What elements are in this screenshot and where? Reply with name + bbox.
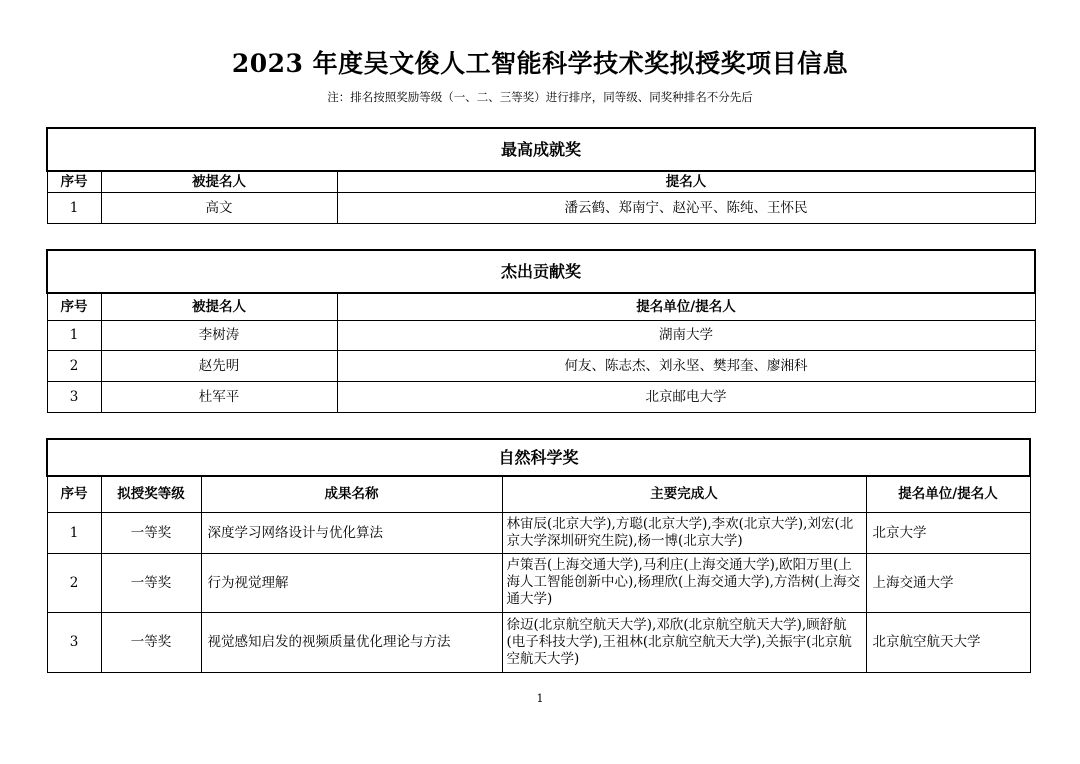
- document-title: 2023 年度吴文俊人工智能科学技术奖拟授奖项目信息: [231, 49, 849, 78]
- row-nominee: 李树涛: [101, 320, 337, 350]
- row-award-level: 一等奖: [101, 612, 201, 672]
- column-header-nominator: 提名单位/提名人: [337, 293, 1035, 320]
- row-nominator: 湖南大学: [337, 320, 1035, 350]
- row-no: 3: [47, 381, 101, 412]
- column-header-award-level: 拟授奖等级: [101, 476, 201, 512]
- row-no: 2: [47, 350, 101, 381]
- column-header-nominee: 被提名人: [101, 171, 337, 192]
- row-nominator: 何友、陈志杰、刘永坚、樊邦奎、廖湘科: [337, 350, 1035, 381]
- row-project-name: 视觉感知启发的视频质量优化理论与方法: [201, 612, 502, 672]
- ranking-note: 注：排名按照奖励等级（一、二、三等奖）进行排序，同等级、同奖种排名不分先后: [327, 90, 753, 104]
- column-header-main-contributors: 主要完成人: [502, 476, 866, 512]
- table-row: [47, 350, 1035, 381]
- row-nominee: 高文: [101, 192, 337, 223]
- row-project-name: 深度学习网络设计与优化算法: [201, 512, 502, 553]
- row-no: 1: [47, 512, 101, 553]
- row-nominator: 北京航空航天大学: [866, 612, 1030, 672]
- page-number: 1: [536, 692, 544, 705]
- table-row: [47, 320, 1035, 350]
- row-main-contributors: 林宙辰(北京大学),方聪(北京大学),李欢(北京大学),刘宏(北京大学深圳研究生院),杨一博(北京大学): [502, 512, 866, 553]
- highest-achievement-award-table: [46, 127, 1036, 224]
- row-no: 3: [47, 612, 101, 672]
- row-nominee: 赵先明: [101, 350, 337, 381]
- row-award-level: 一等奖: [101, 553, 201, 612]
- row-nominator: 北京大学: [866, 512, 1030, 553]
- row-no: 1: [47, 192, 101, 223]
- outstanding-contribution-award-table: [46, 249, 1036, 413]
- row-nominator: 上海交通大学: [866, 553, 1030, 612]
- column-header-nominator: 提名人: [337, 171, 1035, 192]
- row-nominee: 杜军平: [101, 381, 337, 412]
- section-banner-highest-achievement: 最高成就奖: [47, 128, 1035, 171]
- table-row: [47, 553, 1030, 612]
- row-project-name: 行为视觉理解: [201, 553, 502, 612]
- column-header-nominee: 被提名人: [101, 293, 337, 320]
- column-header-no: 序号: [47, 171, 101, 192]
- row-no: 1: [47, 320, 101, 350]
- column-header-nominator: 提名单位/提名人: [866, 476, 1030, 512]
- row-main-contributors: 卢策吾(上海交通大学),马利庄(上海交通大学),欧阳万里(上海人工智能创新中心),杨理欣(上海交通大学),方浩树(上海交通大学): [502, 553, 866, 612]
- table-row: [47, 612, 1030, 672]
- row-nominator: 北京邮电大学: [337, 381, 1035, 412]
- row-no: 2: [47, 553, 101, 612]
- row-nominator: 潘云鹤、郑南宁、赵沁平、陈纯、王怀民: [337, 192, 1035, 223]
- column-header-no: 序号: [47, 476, 101, 512]
- column-header-no: 序号: [47, 293, 101, 320]
- column-header-project-name: 成果名称: [201, 476, 502, 512]
- table-row: [47, 512, 1030, 553]
- section-banner-natural-science: 自然科学奖: [47, 439, 1030, 476]
- section-banner-outstanding-contribution: 杰出贡献奖: [47, 250, 1035, 293]
- row-award-level: 一等奖: [101, 512, 201, 553]
- table-row: [47, 381, 1035, 412]
- table-row: [47, 192, 1035, 223]
- natural-science-award-table: [46, 438, 1031, 673]
- row-main-contributors: 徐迈(北京航空航天大学),邓欣(北京航空航天大学),顾舒航(电子科技大学),王祖林(北京航空航天大学),关振宇(北京航空航天大学): [502, 612, 866, 672]
